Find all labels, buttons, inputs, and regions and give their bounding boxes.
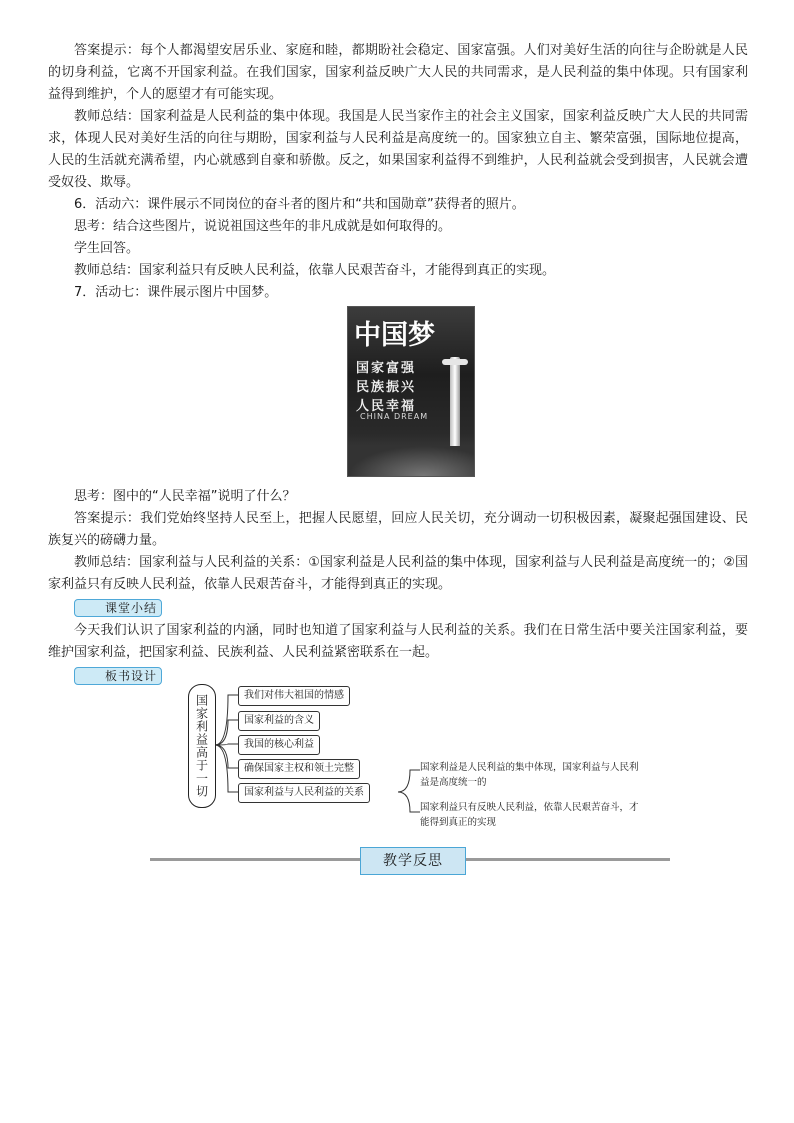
poster-ground-graphic (348, 446, 474, 476)
poster-line-1: 国家富强 (356, 361, 417, 376)
summary-tag-row (48, 598, 748, 620)
huabiao-cap-graphic (442, 359, 468, 365)
summary-paragraph: 今天我们认识了国家利益的内涵，同时也知道了国家利益与人民利益的关系。我们在日常生活中要关注国家利益，要维护国家利益，把国家利益、民族利益、人民利益紧密联系在一起。 (48, 623, 748, 660)
poster-line-2: 民族振兴 (356, 380, 417, 395)
poster-line-3: 人民幸福 (356, 399, 417, 414)
reflection-label: 教学反思 (360, 847, 466, 875)
teacher-summary-2-paragraph: 教师总结：国家利益只有反映人民利益，依靠人民艰苦奋斗，才能得到真正的实现。 (74, 263, 556, 278)
student-answer-paragraph: 学生回答。 (74, 241, 140, 256)
board-node-4: 确保国家主权和领土完整 (238, 759, 360, 779)
board-tag: 板书设计 (74, 667, 162, 685)
activity-seven-paragraph: 7．活动七：课件展示图片中国梦。 (74, 285, 278, 300)
board-node-3: 我国的核心利益 (238, 735, 320, 755)
board-node-2: 国家利益的含义 (238, 711, 320, 731)
answer-hint-paragraph: 答案提示：每个人都渴望安居乐业、家庭和睦，都期盼社会稳定、国家富强。人们对美好生活的向往与企盼就是人民的切身利益，它离不开国家利益。在我们国家，国家利益反映广大人民的共同需求，是人民利益的集中体现。只有国家利益得到维护，个人的愿望才有可能实现。 (48, 43, 748, 102)
page-content (48, 40, 748, 304)
page-content-mid (48, 486, 748, 688)
board-note-2: 国家利益只有反映人民利益，依靠人民艰苦奋斗，才能得到真正的实现 (420, 802, 639, 828)
board-node-5: 国家利益与人民利益的关系 (238, 783, 370, 803)
board-note-1: 国家利益是人民利益的集中体现，国家利益与人民利益是高度统一的 (420, 762, 639, 788)
poster-title: 中国梦 (354, 320, 435, 351)
china-dream-poster-image (347, 306, 475, 477)
answer-hint-2-paragraph: 答案提示：我们党始终坚持人民至上，把握人民愿望，回应人民关切，充分调动一切积极因素，凝聚起强国建设、民族复兴的磅礴力量。 (48, 511, 748, 548)
activity-six-paragraph: 6．活动六：课件展示不同岗位的奋斗者的图片和“共和国勋章”获得者的照片。 (74, 197, 525, 212)
teacher-summary-3-paragraph: 教师总结：国家利益与人民利益的关系：①国家利益是人民利益的集中体现，国家利益与人民利益是高度统一的；②国家利益只有反映人民利益，依靠人民艰苦奋斗，才能得到真正的实现。 (48, 555, 748, 592)
board-root-label: 国家利益高于一切 (194, 694, 209, 798)
board-node-1: 我们对伟大祖国的情感 (238, 686, 350, 706)
poster-english: CHINA DREAM (360, 412, 429, 421)
think-paragraph: 思考：结合这些图片，说说祖国这些年的非凡成就是如何取得的。 (74, 219, 452, 234)
teacher-summary-paragraph: 教师总结：国家利益是人民利益的集中体现。我国是人民当家作主的社会主义国家，国家利益反映广大人民的共同需求，体现人民对美好生活的向往与期盼，国家利益与人民利益是高度统一的。国家独立自主、繁荣富强，国际地位提高，人民的生活就充满希望，内心就感到自豪和骄傲。反之，如果国家利益得不到维护，人民利益就会受到损害，人民就会遭受奴役、欺辱。 (48, 109, 748, 190)
summary-tag: 课堂小结 (74, 599, 162, 617)
board-root-box (188, 684, 216, 808)
board-design-diagram (188, 680, 648, 830)
think-2-paragraph: 思考：图中的“人民幸福”说明了什么？ (74, 489, 296, 504)
